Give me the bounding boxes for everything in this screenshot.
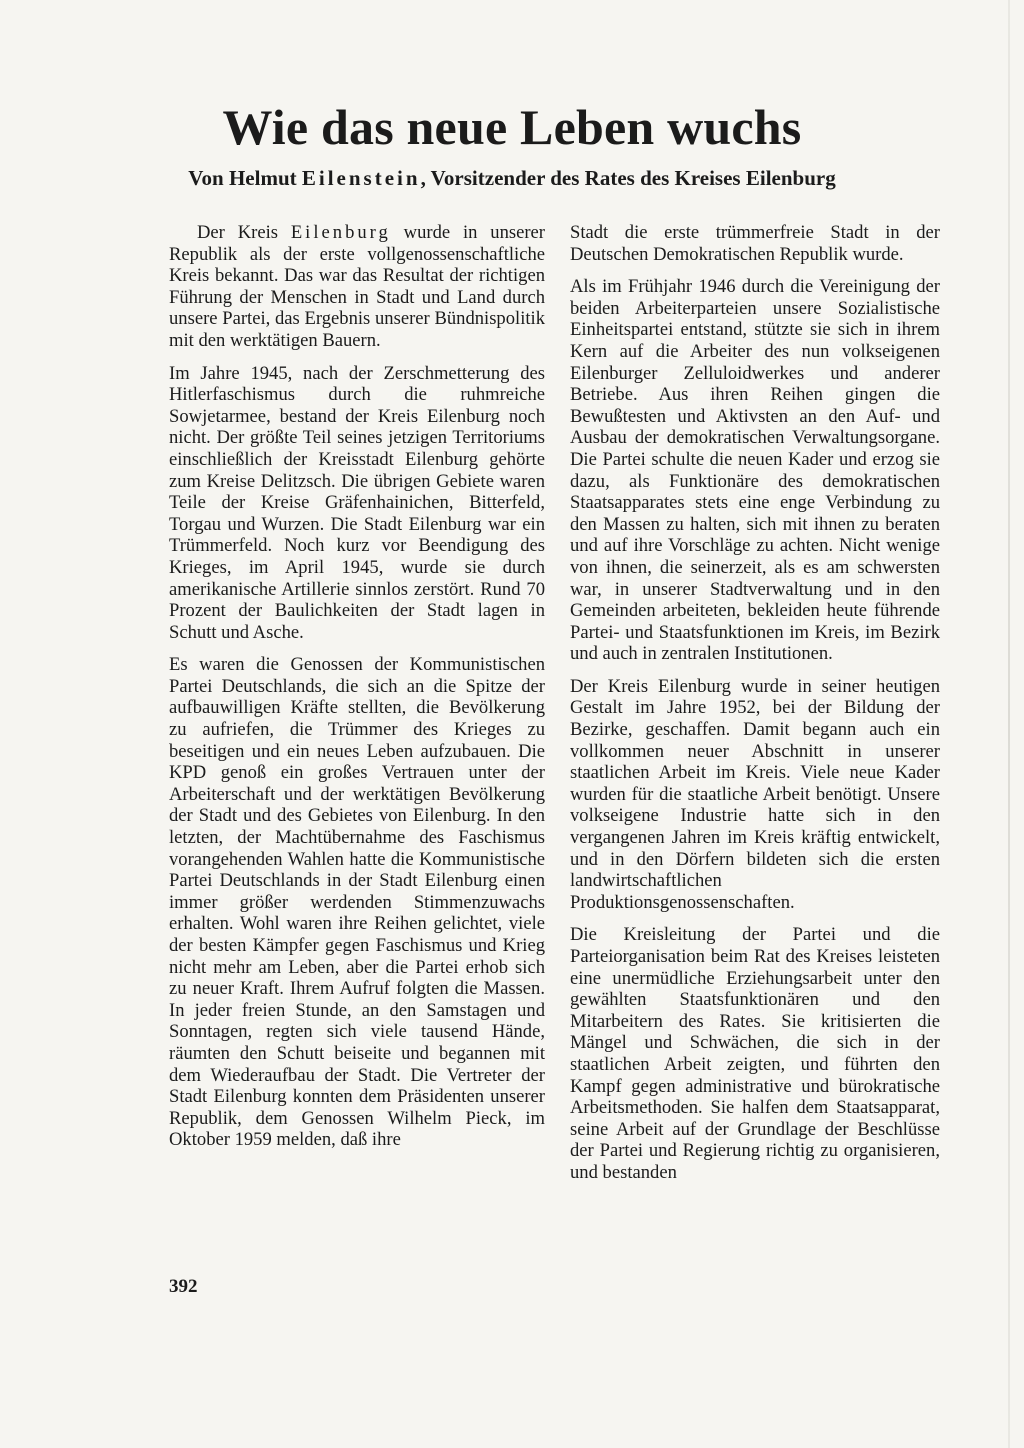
page-number: 392: [169, 1276, 198, 1297]
right-paragraph-3: Die Kreisleitung der Partei und die Parteiorganisation beim Rat des Kreises leisteten eine unermüdliche Erziehungsarbeit unter den gewählten Staatsfunktionären und den Mitarbeitern des Rates. Sie kritisierten die Mängel und Schwächen, die sich in der staatlichen Arbeit zeigten, und führten den Kampf gegen administrative und bürokratische Arbeitsmethoden. Sie halfen dem Staatsapparat, seine Arbeit auf der Grundlage der Beschlüsse der Partei und Regierung richtig zu organisieren, und bestanden: [570, 924, 940, 1183]
right-column: [570, 222, 940, 1195]
left-paragraph-1: [169, 222, 545, 352]
right-paragraph-0: Stadt die erste trümmerfreie Stadt in der Deutschen Demokratischen Republik wurde.: [570, 222, 940, 265]
left-p1-spaced-word: Eilenburg: [290, 222, 391, 243]
left-p1-rest: wurde in unserer Republik als der erste vollgenossenschaftliche Kreis bekannt. Das war das Resultat der richtigen Führung der Menschen in Stadt und Land durch unsere Partei, das Ergebnis unserer Bündnispolitik mit den werktätigen Bauern.: [169, 222, 545, 351]
right-paragraph-2: Der Kreis Eilenburg wurde in seiner heutigen Gestalt im Jahre 1952, bei der Bildung der Bezirke, geschaffen. Damit begann auch ein vollkommen neuer Abschnitt in unserer staatlichen Arbeit im Kreis. Viele neue Kader wurden für die staatliche Arbeit benötigt. Unsere volkseigene Industrie hatte sich in den vergangenen Jahren im Kreis kräftig entwickelt, und in den Dörfern bildeten sich die ersten landwirtschaftlichen Produktionsgenossenschaften.: [570, 675, 940, 913]
left-column: [169, 222, 545, 1162]
byline-suffix: , Vorsitzender des Rates des Kreises Eilenburg: [420, 166, 836, 190]
left-p1-prefix: Der Kreis: [197, 222, 291, 243]
article-title: Wie das neue Leben wuchs: [222, 99, 802, 155]
byline-author-name: Eilenstein: [301, 166, 421, 190]
article-byline: [0, 166, 1024, 191]
scan-edge-shadow: [1008, 0, 1010, 1448]
byline-prefix: Von Helmut: [188, 166, 302, 190]
right-paragraph-1: Als im Frühjahr 1946 durch die Vereinigung der beiden Arbeiterparteien unsere Sozialistische Einheitspartei entstand, stützte sie sich in ihrem Kern auf die Arbeiter des nun volkseigenen Eilenburger Zelluloidwerkes und anderer Betriebe. Aus ihren Reihen gingen die Bewußtesten und Aktivsten an den Auf- und Ausbau der demokratischen Verwaltungsorgane. Die Partei schulte die neuen Kader und erzog sie dazu, als Funktionäre des demokratischen Staatsapparates stets eine enge Verbindung zu den Massen zu halten, sich mit ihnen zu beraten und auf ihre Vorschläge zu achten. Nicht wenige von ihnen, die seinerzeit, als es am schwersten war, in unserer Stadtverwaltung und in den Gemeinden arbeiteten, bekleiden heute führende Partei- und Staatsfunktionen im Kreis, im Bezirk und auch in zentralen Institutionen.: [570, 276, 940, 665]
left-paragraph-2: Im Jahre 1945, nach der Zerschmetterung des Hitlerfaschismus durch die ruhmreiche Sowjetarmee, bestand der Kreis Eilenburg noch nicht. Der größte Teil seines jetzigen Territoriums einschließlich der Kreisstadt Eilenburg gehörte zum Kreise Delitzsch. Die übrigen Gebiete waren Teile der Kreise Gräfenhainichen, Bitterfeld, Torgau und Wurzen. Die Stadt Eilenburg war ein Trümmerfeld. Noch kurz vor Beendigung des Krieges, im April 1945, wurde sie durch amerikanische Artillerie sinnlos zerstört. Rund 70 Prozent der Baulichkeiten der Stadt lagen in Schutt und Asche.: [169, 362, 545, 643]
left-paragraph-3: Es waren die Genossen der Kommunistischen Partei Deutschlands, die sich an die Spitze der aufbauwilligen Kräfte stellten, die Bevölkerung zu aufriefen, die Trümmer des Krieges zu beseitigen und ein neues Leben aufzubauen. Die KPD genoß ein großes Vertrauen unter der Arbeiterschaft und der werktätigen Bevölkerung der Stadt und des Gebietes von Eilenburg. In den letzten, der Machtübernahme des Faschismus vorangehenden Wahlen hatte die Kommunistische Partei Deutschlands in der Stadt Eilenburg einen immer größer werdenden Stimmenzuwachs erhalten. Wohl waren ihre Reihen gelichtet, viele der besten Kämpfer gegen Faschismus und Krieg nicht mehr am Leben, aber die Partei erhob sich zu neuer Kraft. Ihrem Aufruf folgten die Massen. In jeder freien Stunde, an den Samstagen und Sonntagen, regten sich viele tausend Hände, räumten den Schutt beiseite und begannen mit dem Wiederaufbau der Stadt. Die Vertreter der Stadt Eilenburg konnten dem Präsidenten unserer Republik, dem Genossen Wilhelm Pieck, im Oktober 1959 melden, daß ihre: [169, 654, 545, 1151]
